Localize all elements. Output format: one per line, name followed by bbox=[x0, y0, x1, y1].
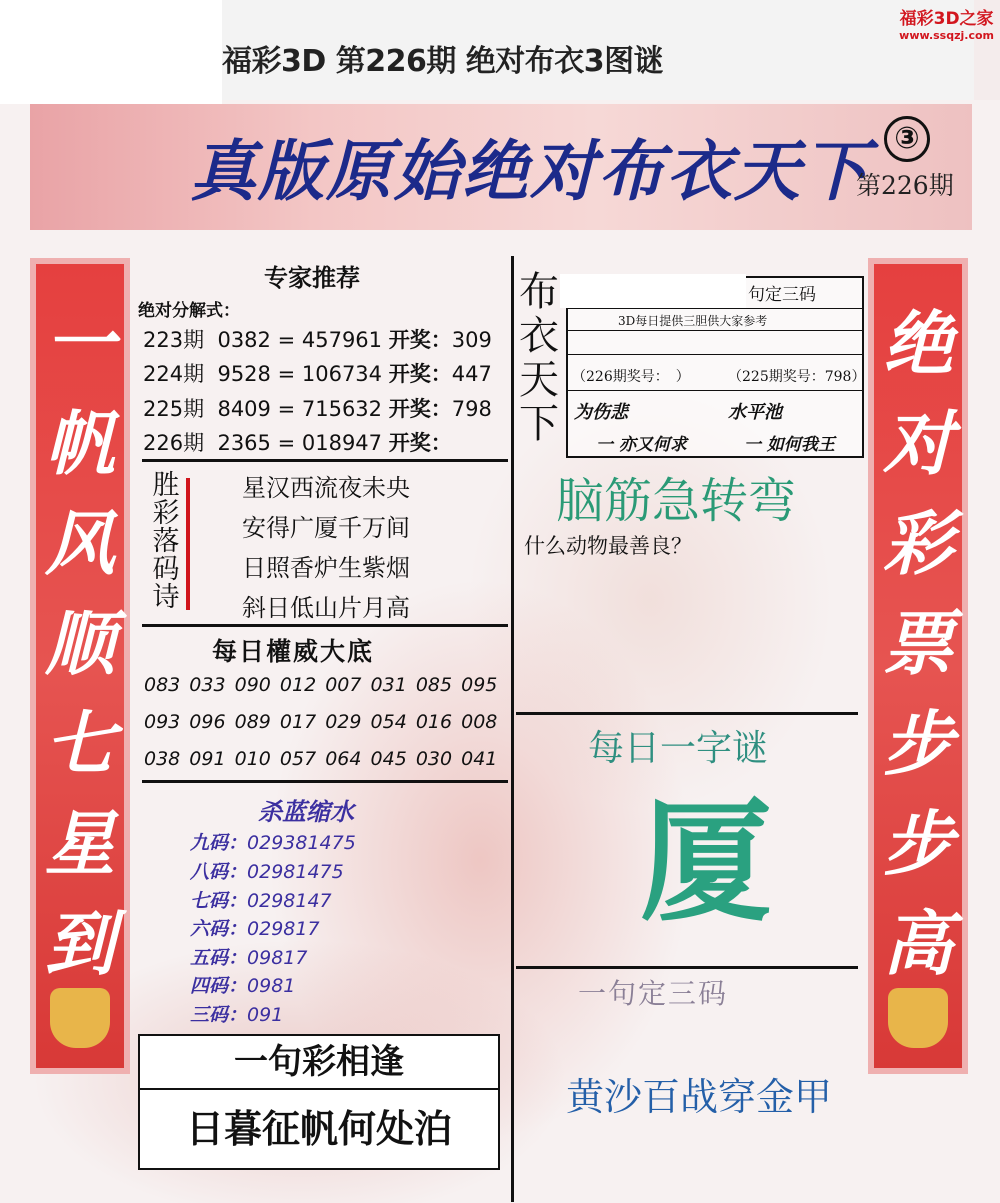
buyi-side-char: 衣 bbox=[519, 313, 559, 359]
couplet-char: 帆 bbox=[45, 402, 115, 485]
buyi-left-top: 为伤悲 bbox=[574, 402, 628, 423]
couplet-char: 对 bbox=[883, 402, 953, 485]
couplet-char: 星 bbox=[45, 802, 115, 885]
one-sentence-text: 黄沙百战穿金甲 bbox=[566, 1075, 833, 1119]
poem-line: 日照香炉生紫烟 bbox=[242, 554, 410, 582]
kill-title: 杀蓝缩水 bbox=[258, 797, 354, 826]
kill-label: 四码： bbox=[190, 975, 248, 997]
buyi-left-bottom: 一 亦又何求 bbox=[596, 435, 687, 455]
daily-base-title: 每日權威大底 bbox=[212, 637, 375, 666]
char-riddle-char: 厦 bbox=[640, 785, 772, 940]
kill-label: 五码： bbox=[190, 947, 248, 969]
one-sentence-title: 一句定三码 bbox=[578, 977, 729, 1010]
kill-label: 九码： bbox=[190, 832, 248, 854]
draw-label: 开奖： bbox=[388, 397, 452, 421]
kill-row bbox=[190, 886, 332, 913]
kill-row bbox=[190, 971, 295, 998]
gold-pot-icon bbox=[50, 988, 110, 1048]
couplet-char: 绝 bbox=[883, 302, 953, 385]
expert-subtitle: 绝对分解式： bbox=[138, 301, 240, 321]
kill-value: 029381475 bbox=[247, 832, 356, 854]
poem-side-char: 码 bbox=[152, 554, 180, 585]
draw-label: 开奖： bbox=[388, 328, 452, 352]
draw-label: 开奖： bbox=[388, 431, 452, 455]
banner-title: 真版原始绝对布衣天下 bbox=[190, 132, 870, 210]
buyi-side-title bbox=[516, 270, 562, 446]
result: 715632 bbox=[301, 397, 383, 421]
poem-side-char: 胜 bbox=[152, 470, 180, 501]
banner-number: ③ bbox=[884, 116, 930, 162]
daily-base-row: 093 096 089 017 029 054 016 008 bbox=[144, 711, 498, 733]
draw: 798 bbox=[451, 397, 492, 421]
draw: 309 bbox=[451, 328, 492, 352]
period: 225期 bbox=[143, 397, 205, 421]
left-couplet bbox=[30, 258, 130, 1074]
period: 223期 bbox=[143, 328, 205, 352]
expert-row: 223期 0382 = 457961 开奖：309 bbox=[143, 328, 492, 352]
page-title: 福彩3D 第226期 绝对布衣3图谜 bbox=[222, 44, 664, 79]
site-url: www.ssqzj.com bbox=[899, 29, 994, 42]
banner-issue: 第226期 bbox=[856, 171, 954, 200]
period: 224期 bbox=[143, 362, 205, 386]
brain-teaser-title: 脑筋急转弯 bbox=[556, 473, 797, 529]
brain-teaser-question: 什么动物最善良？ bbox=[524, 534, 692, 558]
couplet-char: 步 bbox=[883, 802, 953, 885]
couplet-char: 一 bbox=[45, 302, 115, 385]
expert-row: 224期 9528 = 106734 开奖：447 bbox=[143, 362, 492, 386]
period: 226期 bbox=[143, 431, 205, 455]
poem-side-char: 彩 bbox=[152, 498, 180, 529]
couplet-char: 风 bbox=[45, 502, 115, 585]
poem-line: 斜日低山片月高 bbox=[242, 594, 410, 622]
result: 457961 bbox=[301, 328, 383, 352]
expert-row: 226期 2365 = 018947 开奖： bbox=[143, 431, 452, 455]
site-name: 福彩3D之家 bbox=[899, 9, 994, 29]
kill-label: 八码： bbox=[190, 861, 248, 883]
code: 9528 bbox=[217, 362, 271, 386]
couplet-char: 彩 bbox=[883, 502, 953, 585]
divider bbox=[142, 459, 508, 462]
phrase-box-title: 一句彩相逢 bbox=[138, 1034, 500, 1090]
poem-side-char: 落 bbox=[152, 526, 180, 557]
site-logo[interactable] bbox=[899, 4, 994, 42]
left-couplet-text bbox=[36, 294, 124, 994]
buyi-table bbox=[566, 276, 864, 458]
divider bbox=[516, 712, 858, 715]
table-line bbox=[568, 354, 862, 355]
divider bbox=[142, 780, 508, 783]
poem-line: 星汉西流夜未央 bbox=[242, 474, 410, 502]
result: 106734 bbox=[301, 362, 383, 386]
code: 2365 bbox=[217, 431, 271, 455]
kill-value: 0981 bbox=[247, 975, 296, 997]
couplet-char: 票 bbox=[883, 602, 953, 685]
buyi-header: 句定三码 bbox=[748, 285, 816, 305]
table-line bbox=[568, 330, 862, 331]
buyi-right-bottom: 一 如何我王 bbox=[744, 435, 835, 455]
draw-label: 开奖： bbox=[388, 362, 452, 386]
couplet-char: 到 bbox=[45, 902, 115, 985]
kill-row bbox=[190, 943, 307, 970]
couplet-char: 顺 bbox=[45, 602, 115, 685]
poem-side-char: 诗 bbox=[152, 582, 180, 613]
buyi-side-char: 天 bbox=[519, 357, 559, 403]
draw: 447 bbox=[451, 362, 492, 386]
buyi-side-char: 下 bbox=[519, 401, 559, 447]
kill-label: 三码： bbox=[190, 1004, 248, 1026]
kill-value: 02981475 bbox=[247, 861, 344, 883]
phrase-box-text: 日暮征帆何处泊 bbox=[138, 1088, 500, 1170]
buyi-draw-226: （226期奖号： ） bbox=[572, 369, 690, 385]
right-couplet bbox=[868, 258, 968, 1074]
kill-value: 0298147 bbox=[247, 890, 332, 912]
expert-row: 225期 8409 = 715632 开奖：798 bbox=[143, 397, 492, 421]
right-couplet-text bbox=[874, 294, 962, 994]
divider bbox=[516, 966, 858, 969]
kill-value: 09817 bbox=[247, 947, 308, 969]
kill-value: 091 bbox=[247, 1004, 284, 1026]
char-riddle-title: 每日一字谜 bbox=[588, 728, 769, 769]
cover-patch bbox=[560, 274, 746, 308]
buyi-right-top: 水平池 bbox=[728, 402, 782, 423]
expert-title: 专家推荐 bbox=[264, 264, 360, 292]
buyi-side-char: 布 bbox=[519, 269, 559, 315]
poem-side-label bbox=[146, 472, 186, 612]
code: 0382 bbox=[217, 328, 271, 352]
center-divider bbox=[511, 256, 514, 1202]
couplet-char: 高 bbox=[883, 902, 953, 985]
kill-label: 七码： bbox=[190, 890, 248, 912]
kill-row bbox=[190, 828, 356, 855]
top-left-blank bbox=[0, 0, 222, 104]
result: 018947 bbox=[301, 431, 383, 455]
table-line bbox=[568, 308, 862, 309]
poem-red-bar bbox=[186, 478, 190, 610]
buyi-draw-225: （225期奖号：798） bbox=[728, 369, 866, 385]
divider bbox=[142, 624, 508, 627]
buyi-note: 3D每日提供三胆供大家参考 bbox=[618, 314, 768, 328]
daily-base-row: 038 091 010 057 064 045 030 041 bbox=[144, 748, 498, 770]
code: 8409 bbox=[217, 397, 271, 421]
kill-value: 029817 bbox=[247, 918, 320, 940]
couplet-char: 步 bbox=[883, 702, 953, 785]
poem-line: 安得广厦千万间 bbox=[242, 514, 410, 542]
gold-pot-icon bbox=[888, 988, 948, 1048]
kill-row bbox=[190, 1000, 283, 1027]
daily-base-row: 083 033 090 012 007 031 085 095 bbox=[144, 674, 498, 696]
kill-row bbox=[190, 914, 320, 941]
kill-label: 六码： bbox=[190, 918, 248, 940]
table-line bbox=[568, 390, 862, 391]
couplet-char: 七 bbox=[45, 702, 115, 785]
kill-row bbox=[190, 857, 344, 884]
